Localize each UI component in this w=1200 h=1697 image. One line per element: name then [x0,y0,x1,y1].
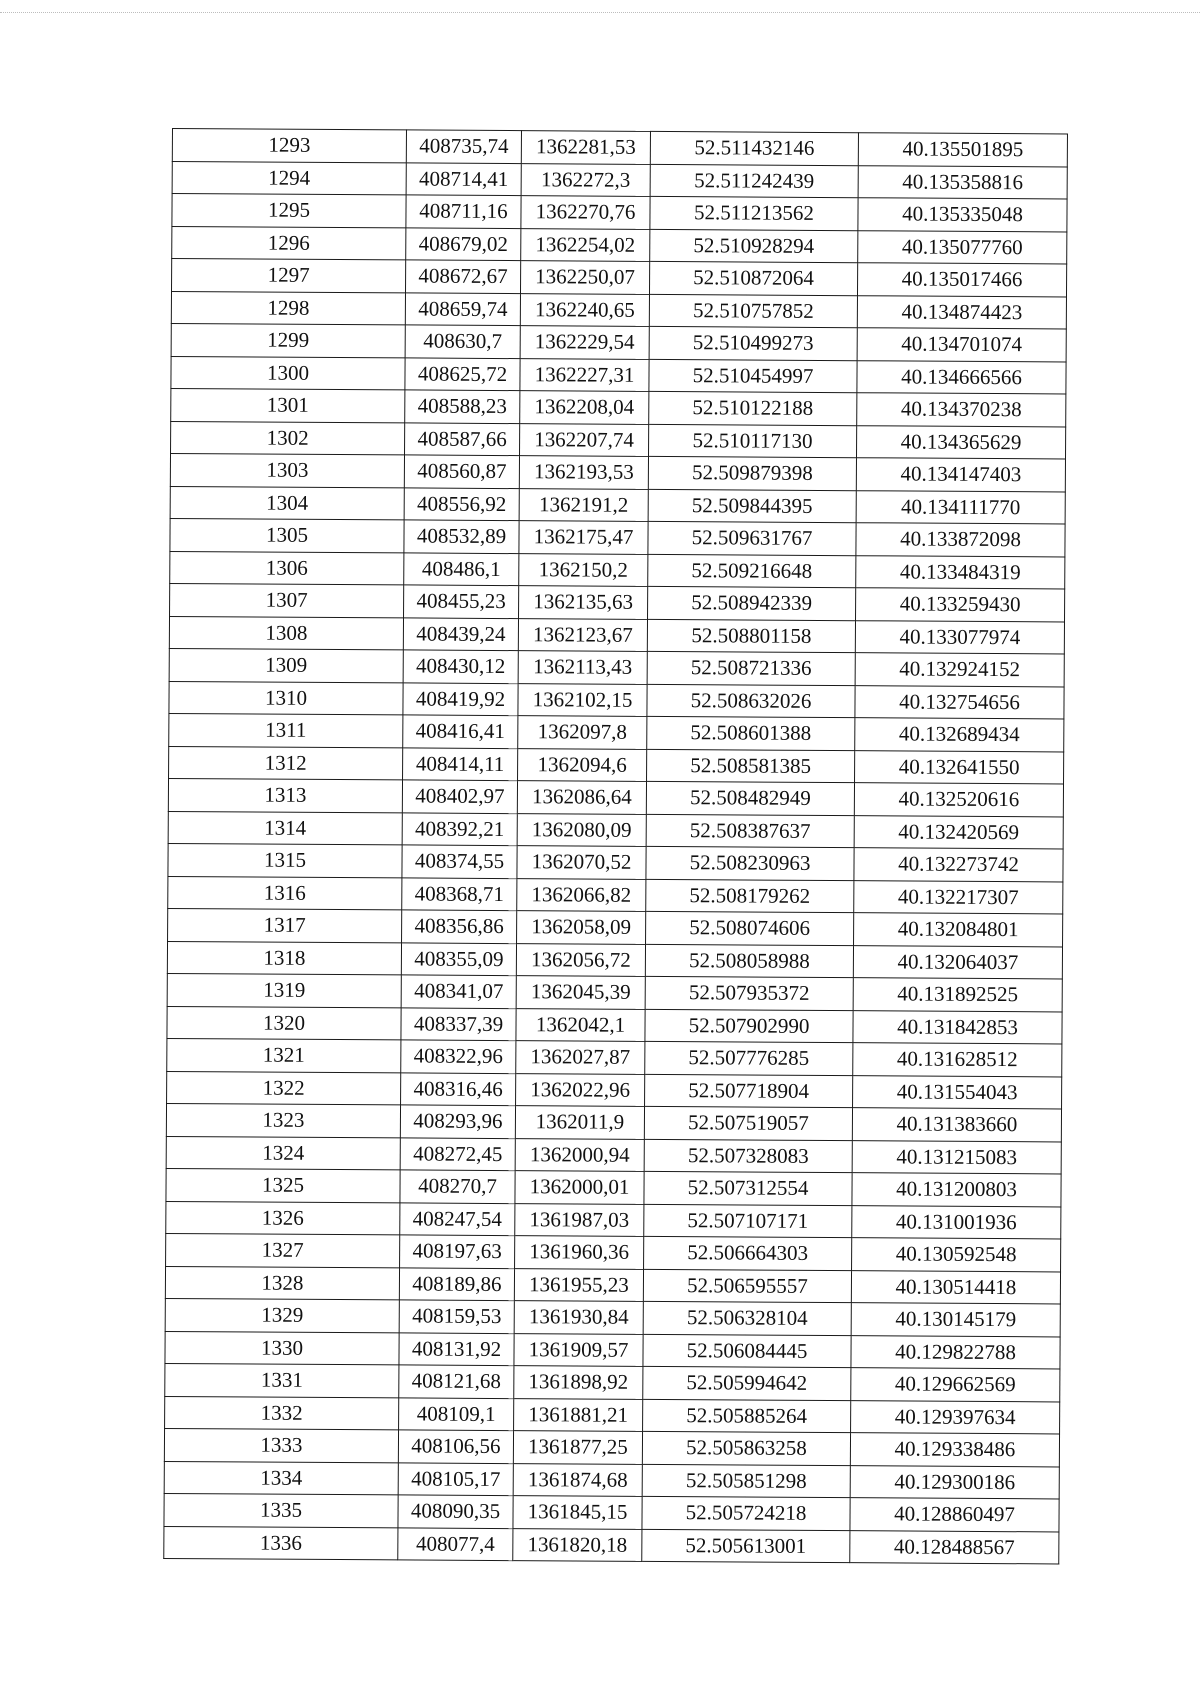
point-number-cell: 1328 [165,1266,399,1300]
longitude-cell: 40.134701074 [857,328,1066,362]
x-coordinate-cell: 408322,96 [401,1040,516,1073]
table-row [169,648,1064,686]
longitude-cell: 40.133872098 [856,523,1065,557]
latitude-cell: 52.508721336 [647,651,855,685]
y-coordinate-cell: 1362094,6 [518,748,647,781]
y-coordinate-cell: 1362056,72 [516,943,645,976]
table-row [167,941,1062,979]
table-row [165,1266,1060,1304]
table-row [172,161,1067,199]
table-row [168,908,1063,946]
latitude-cell: 52.505613001 [642,1529,850,1563]
longitude-cell: 40.135358816 [858,165,1067,199]
y-coordinate-cell: 1362272,3 [521,163,650,196]
latitude-cell: 52.510117130 [649,424,857,458]
x-coordinate-cell: 408439,24 [403,617,518,650]
table-row [166,1233,1061,1271]
longitude-cell: 40.135335048 [858,198,1067,232]
latitude-cell: 52.508632026 [647,684,855,718]
table-row [169,681,1064,719]
point-number-cell: 1302 [171,421,405,455]
y-coordinate-cell: 1362080,09 [517,813,646,846]
longitude-cell: 40.129822788 [851,1335,1060,1369]
y-coordinate-cell: 1362027,87 [516,1041,645,1074]
table-row [169,616,1064,654]
y-coordinate-cell: 1362191,2 [519,488,648,521]
point-number-cell: 1313 [168,778,402,812]
point-number-cell: 1304 [170,486,404,520]
point-number-cell: 1303 [170,453,404,487]
x-coordinate-cell: 408416,41 [403,715,518,748]
x-coordinate-cell: 408131,92 [399,1332,514,1365]
y-coordinate-cell: 1362250,07 [520,261,649,294]
point-number-cell: 1299 [171,323,405,357]
latitude-cell: 52.509631767 [648,521,856,555]
longitude-cell: 40.132217307 [854,880,1063,914]
y-coordinate-cell: 1361987,03 [515,1203,644,1236]
x-coordinate-cell: 408735,74 [406,130,521,163]
x-coordinate-cell: 408293,96 [400,1105,515,1138]
latitude-cell: 52.507718904 [645,1074,853,1108]
longitude-cell: 40.132084801 [854,913,1063,947]
point-number-cell: 1325 [166,1168,400,1202]
latitude-cell: 52.511213562 [650,196,858,230]
point-number-cell: 1311 [169,713,403,747]
latitude-cell: 52.508942339 [648,586,856,620]
table-row [167,1071,1062,1109]
point-number-cell: 1297 [172,259,406,293]
x-coordinate-cell: 408532,89 [404,520,519,553]
latitude-cell: 52.506664303 [644,1236,852,1270]
point-number-cell: 1332 [165,1396,399,1430]
table-row [166,1103,1061,1141]
latitude-cell: 52.507519057 [644,1106,852,1140]
latitude-cell: 52.510757852 [649,294,857,328]
latitude-cell: 52.508074606 [646,911,854,945]
table-row [167,973,1062,1011]
latitude-cell: 52.507107171 [644,1204,852,1238]
table-row [166,1136,1061,1174]
point-number-cell: 1331 [165,1363,399,1397]
x-coordinate-cell: 408337,39 [401,1007,516,1040]
longitude-cell: 40.131383660 [852,1108,1061,1142]
point-number-cell: 1324 [166,1136,400,1170]
point-number-cell: 1307 [170,583,404,617]
x-coordinate-cell: 408486,1 [404,552,519,585]
point-number-cell: 1333 [164,1428,398,1462]
table-row [165,1298,1060,1336]
table-row [166,1201,1061,1239]
longitude-cell: 40.132641550 [855,750,1064,784]
y-coordinate-cell: 1361820,18 [513,1528,642,1561]
x-coordinate-cell: 408090,35 [398,1495,513,1528]
x-coordinate-cell: 408679,02 [406,227,521,260]
y-coordinate-cell: 1362123,67 [518,618,647,651]
longitude-cell: 40.130592548 [852,1238,1061,1272]
longitude-cell: 40.132520616 [854,783,1063,817]
table-row [170,583,1065,621]
y-coordinate-cell: 1362270,76 [521,196,650,229]
x-coordinate-cell: 408659,74 [405,292,520,325]
coordinates-table [163,128,1068,1564]
x-coordinate-cell: 408414,11 [403,747,518,780]
latitude-cell: 52.505994642 [643,1366,851,1400]
longitude-cell: 40.128488567 [850,1530,1059,1564]
y-coordinate-cell: 1362150,2 [519,553,648,586]
y-coordinate-cell: 1362102,15 [518,683,647,716]
y-coordinate-cell: 1362240,65 [520,293,649,326]
x-coordinate-cell: 408560,87 [404,455,519,488]
x-coordinate-cell: 408419,92 [403,682,518,715]
table-row [164,1493,1059,1531]
y-coordinate-cell: 1362070,52 [517,846,646,879]
longitude-cell: 40.130514418 [851,1270,1060,1304]
x-coordinate-cell: 408109,1 [399,1397,514,1430]
point-number-cell: 1322 [167,1071,401,1105]
y-coordinate-cell: 1362135,63 [519,586,648,619]
longitude-cell: 40.131215083 [852,1140,1061,1174]
table-row [168,778,1063,816]
y-coordinate-cell: 1361955,23 [514,1268,643,1301]
latitude-cell: 52.506595557 [643,1269,851,1303]
latitude-cell: 52.507312554 [644,1171,852,1205]
longitude-cell: 40.130145179 [851,1303,1060,1337]
latitude-cell: 52.509879398 [648,456,856,490]
x-coordinate-cell: 408455,23 [404,585,519,618]
y-coordinate-cell: 1362208,04 [520,391,649,424]
y-coordinate-cell: 1362086,64 [517,781,646,814]
longitude-cell: 40.133077974 [855,620,1064,654]
point-number-cell: 1317 [168,908,402,942]
y-coordinate-cell: 1361881,21 [514,1398,643,1431]
point-number-cell: 1320 [167,1006,401,1040]
x-coordinate-cell: 408270,7 [400,1170,515,1203]
latitude-cell: 52.510454997 [649,359,857,393]
latitude-cell: 52.511242439 [650,164,858,198]
point-number-cell: 1327 [166,1233,400,1267]
x-coordinate-cell: 408189,86 [399,1267,514,1300]
latitude-cell: 52.508387637 [646,814,854,848]
table-row [171,421,1066,459]
point-number-cell: 1295 [172,194,406,228]
y-coordinate-cell: 1362000,01 [515,1171,644,1204]
longitude-cell: 40.132420569 [854,815,1063,849]
latitude-cell: 52.507776285 [645,1041,853,1075]
scan-edge-line [0,12,1200,13]
x-coordinate-cell: 408402,97 [402,780,517,813]
latitude-cell: 52.505885264 [643,1399,851,1433]
longitude-cell: 40.131554043 [853,1075,1062,1109]
y-coordinate-cell: 1361960,36 [515,1236,644,1269]
longitude-cell: 40.131628512 [853,1043,1062,1077]
latitude-cell: 52.507902990 [645,1009,853,1043]
x-coordinate-cell: 408556,92 [404,487,519,520]
table-row [172,194,1067,232]
table-row [171,291,1066,329]
point-number-cell: 1330 [165,1331,399,1365]
y-coordinate-cell: 1362011,9 [515,1106,644,1139]
longitude-cell: 40.135017466 [857,263,1066,297]
latitude-cell: 52.509844395 [648,489,856,523]
x-coordinate-cell: 408121,68 [399,1365,514,1398]
latitude-cell: 52.505863258 [642,1431,850,1465]
latitude-cell: 52.508801158 [647,619,855,653]
x-coordinate-cell: 408711,16 [406,195,521,228]
point-number-cell: 1319 [167,973,401,1007]
table-row [171,323,1066,361]
x-coordinate-cell: 408105,17 [398,1462,513,1495]
x-coordinate-cell: 408197,63 [400,1235,515,1268]
y-coordinate-cell: 1362022,96 [516,1073,645,1106]
latitude-cell: 52.508058988 [645,944,853,978]
point-number-cell: 1321 [167,1038,401,1072]
table-row [172,129,1067,167]
latitude-cell: 52.510928294 [650,229,858,263]
x-coordinate-cell: 408272,45 [400,1137,515,1170]
y-coordinate-cell: 1362045,39 [516,976,645,1009]
point-number-cell: 1318 [167,941,401,975]
x-coordinate-cell: 408392,21 [402,812,517,845]
coordinates-table-body [164,129,1068,1564]
point-number-cell: 1306 [170,551,404,585]
longitude-cell: 40.129397634 [851,1400,1060,1434]
point-number-cell: 1316 [168,876,402,910]
longitude-cell: 40.134365629 [856,425,1065,459]
table-row [170,486,1065,524]
point-number-cell: 1309 [169,648,403,682]
point-number-cell: 1335 [164,1493,398,1527]
latitude-cell: 52.505724218 [642,1496,850,1530]
table-row [168,876,1063,914]
longitude-cell: 40.134666566 [857,360,1066,394]
longitude-cell: 40.132273742 [854,848,1063,882]
longitude-cell: 40.132754656 [855,685,1064,719]
point-number-cell: 1294 [172,161,406,195]
latitude-cell: 52.506084445 [643,1334,851,1368]
table-row [170,453,1065,491]
point-number-cell: 1310 [169,681,403,715]
longitude-cell: 40.134874423 [857,295,1066,329]
y-coordinate-cell: 1362227,31 [520,358,649,391]
point-number-cell: 1312 [169,746,403,780]
longitude-cell: 40.131200803 [852,1173,1061,1207]
point-number-cell: 1315 [168,843,402,877]
longitude-cell: 40.134370238 [857,393,1066,427]
point-number-cell: 1334 [164,1461,398,1495]
longitude-cell: 40.135501895 [858,133,1067,167]
table-row [171,388,1066,426]
point-number-cell: 1296 [172,226,406,260]
latitude-cell: 52.507328083 [644,1139,852,1173]
table-row [165,1396,1060,1434]
latitude-cell: 52.508230963 [646,846,854,880]
table-row [167,1006,1062,1044]
x-coordinate-cell: 408625,72 [405,357,520,390]
table-row [166,1168,1061,1206]
y-coordinate-cell: 1361909,57 [514,1333,643,1366]
y-coordinate-cell: 1361877,25 [513,1431,642,1464]
point-number-cell: 1293 [172,129,406,163]
latitude-cell: 52.510872064 [649,261,857,295]
latitude-cell: 52.511432146 [650,131,858,165]
x-coordinate-cell: 408588,23 [405,390,520,423]
longitude-cell: 40.128860497 [850,1498,1059,1532]
longitude-cell: 40.132924152 [855,653,1064,687]
x-coordinate-cell: 408630,7 [405,325,520,358]
y-coordinate-cell: 1361874,68 [513,1463,642,1496]
longitude-cell: 40.133259430 [856,588,1065,622]
y-coordinate-cell: 1362113,43 [518,651,647,684]
x-coordinate-cell: 408341,07 [401,975,516,1008]
x-coordinate-cell: 408159,53 [399,1300,514,1333]
y-coordinate-cell: 1362066,82 [517,878,646,911]
longitude-cell: 40.134111770 [856,490,1065,524]
point-number-cell: 1300 [171,356,405,390]
y-coordinate-cell: 1362207,74 [520,423,649,456]
latitude-cell: 52.505851298 [642,1464,850,1498]
table-row [172,259,1067,297]
x-coordinate-cell: 408356,86 [402,910,517,943]
y-coordinate-cell: 1362042,1 [516,1008,645,1041]
longitude-cell: 40.132064037 [853,945,1062,979]
table-row [167,1038,1062,1076]
table-row [164,1428,1059,1466]
y-coordinate-cell: 1362229,54 [520,326,649,359]
latitude-cell: 52.507935372 [645,976,853,1010]
x-coordinate-cell: 408247,54 [400,1202,515,1235]
x-coordinate-cell: 408316,46 [401,1072,516,1105]
table-row [169,746,1064,784]
y-coordinate-cell: 1362281,53 [521,131,650,164]
y-coordinate-cell: 1361930,84 [514,1301,643,1334]
longitude-cell: 40.135077760 [858,230,1067,264]
point-number-cell: 1326 [166,1201,400,1235]
point-number-cell: 1305 [170,518,404,552]
y-coordinate-cell: 1362000,94 [515,1138,644,1171]
latitude-cell: 52.506328104 [643,1301,851,1335]
point-number-cell: 1314 [168,811,402,845]
table-row [168,811,1063,849]
point-number-cell: 1298 [171,291,405,325]
table-row [170,551,1065,589]
longitude-cell: 40.129662569 [851,1368,1060,1402]
x-coordinate-cell: 408368,71 [402,877,517,910]
longitude-cell: 40.132689434 [855,718,1064,752]
x-coordinate-cell: 408355,09 [401,942,516,975]
table-row [165,1331,1060,1369]
y-coordinate-cell: 1361845,15 [513,1496,642,1529]
x-coordinate-cell: 408672,67 [405,260,520,293]
table-row [164,1461,1059,1499]
longitude-cell: 40.134147403 [856,458,1065,492]
latitude-cell: 52.508179262 [646,879,854,913]
point-number-cell: 1329 [165,1298,399,1332]
x-coordinate-cell: 408587,66 [405,422,520,455]
point-number-cell: 1308 [169,616,403,650]
longitude-cell: 40.131001936 [852,1205,1061,1239]
longitude-cell: 40.129338486 [850,1433,1059,1467]
table-row [171,356,1066,394]
table-row [168,843,1063,881]
y-coordinate-cell: 1362254,02 [521,228,650,261]
y-coordinate-cell: 1362058,09 [517,911,646,944]
x-coordinate-cell: 408106,56 [398,1430,513,1463]
latitude-cell: 52.508581385 [647,749,855,783]
x-coordinate-cell: 408430,12 [403,650,518,683]
table-row [164,1526,1059,1564]
y-coordinate-cell: 1362193,53 [519,456,648,489]
table-row [170,518,1065,556]
longitude-cell: 40.131892525 [853,978,1062,1012]
table-row [172,226,1067,264]
table-row [165,1363,1060,1401]
longitude-cell: 40.131842853 [853,1010,1062,1044]
point-number-cell: 1336 [164,1526,398,1560]
x-coordinate-cell: 408077,4 [398,1527,513,1560]
table-row [169,713,1064,751]
point-number-cell: 1323 [166,1103,400,1137]
x-coordinate-cell: 408374,55 [402,845,517,878]
latitude-cell: 52.510122188 [649,391,857,425]
longitude-cell: 40.133484319 [856,555,1065,589]
x-coordinate-cell: 408714,41 [406,162,521,195]
y-coordinate-cell: 1362097,8 [518,716,647,749]
latitude-cell: 52.509216648 [648,554,856,588]
point-number-cell: 1301 [171,388,405,422]
longitude-cell: 40.129300186 [850,1465,1059,1499]
latitude-cell: 52.510499273 [649,326,857,360]
y-coordinate-cell: 1362175,47 [519,521,648,554]
y-coordinate-cell: 1361898,92 [514,1366,643,1399]
latitude-cell: 52.508601388 [647,716,855,750]
latitude-cell: 52.508482949 [646,781,854,815]
